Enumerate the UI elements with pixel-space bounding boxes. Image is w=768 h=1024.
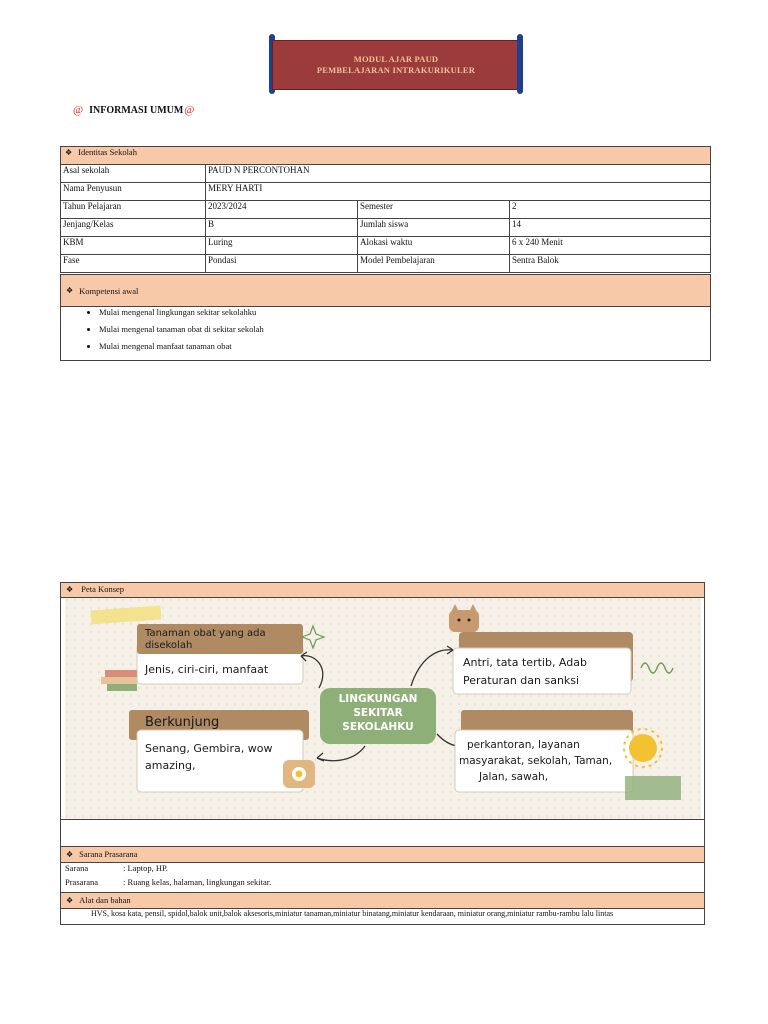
- sarana-row: [61, 863, 704, 877]
- identitas-table: [60, 146, 711, 273]
- list-item: • Mulai mengenal tanaman obat di sekitar sekolah: [99, 324, 710, 341]
- sarana-header: [61, 847, 704, 862]
- sarana-label: Sarana: [65, 863, 89, 873]
- topic-card-top-right: [453, 632, 633, 694]
- value-cell: Sentra Balok: [510, 255, 711, 273]
- peta-konsep-section: [60, 582, 705, 925]
- table-row: [61, 165, 711, 183]
- value-cell: PAUD N PERCONTOHAN: [206, 165, 711, 183]
- diamond-bullet-icon: ❖: [66, 585, 74, 594]
- title-banner: [272, 38, 520, 92]
- kompetensi-list: [61, 307, 710, 360]
- sarana-value: : Laptop, HP.: [123, 863, 168, 873]
- info-heading-text: INFORMASI UMUM: [89, 104, 184, 116]
- value-cell: Pondasi: [206, 255, 358, 273]
- toast-icon: [283, 760, 315, 788]
- label-cell: Semester: [358, 201, 510, 219]
- prasarana-row: [61, 877, 704, 891]
- diamond-bullet-icon: ❖: [66, 286, 74, 295]
- alat-heading: Alat dan bahan: [79, 895, 131, 905]
- sarana-heading: Sarana Prasarana: [79, 849, 138, 859]
- peta-heading: Peta Konsep: [81, 584, 125, 594]
- table-row: [61, 183, 711, 201]
- prasarana-value: : Ruang kelas, halaman, lingkungan sekitar.: [123, 877, 272, 887]
- banner-body: [272, 40, 520, 90]
- value-cell: MERY HARTI: [206, 183, 711, 201]
- card-body-text: masyarakat, sekolah, Taman,: [459, 755, 613, 767]
- label-cell: Tahun Pelajaran: [61, 201, 206, 219]
- concept-map-image: [65, 598, 701, 820]
- card-body-text: Jalan, sawah,: [479, 771, 549, 783]
- topic-card-top-left: [137, 624, 303, 684]
- table-row: [61, 219, 711, 237]
- identitas-heading: Identitas Sekolah: [78, 147, 137, 157]
- card-title-line: Tanaman obat yang ada: [145, 628, 266, 639]
- table-row: [61, 237, 711, 255]
- banner-post-right: [517, 34, 523, 94]
- at-icon: @: [184, 104, 195, 116]
- divider: [61, 819, 704, 820]
- value-cell: 6 x 240 Menit: [510, 237, 711, 255]
- alat-value: HVS, kosa kata, pensil, spidol,balok unit,balok aksesoris,miniatur tanaman,miniatur binatang,miniatur kendaraan, miniatur orang,miniatur rambu-rambu lalu lintas: [91, 909, 614, 918]
- kompetensi-heading: Kompetensi awal: [79, 285, 139, 296]
- table-row: [61, 201, 711, 219]
- identitas-header-row: [61, 147, 711, 165]
- at-icon: @: [73, 104, 84, 116]
- label-cell: Model Pembelajaran: [358, 255, 510, 273]
- card-body-text: Antri, tata tertib, Adab: [463, 656, 587, 669]
- diamond-bullet-icon: ❖: [65, 148, 73, 157]
- label-cell: Asal sekolah: [61, 165, 206, 183]
- label-cell: KBM: [61, 237, 206, 255]
- label-cell: Alokasi waktu: [358, 237, 510, 255]
- divider: [61, 862, 704, 863]
- value-cell: 2: [510, 201, 711, 219]
- value-cell: 2023/2024: [206, 201, 358, 219]
- kompetensi-section: [60, 274, 711, 361]
- value-cell: B: [206, 219, 358, 237]
- list-item: • Mulai mengenal lingkungan sekitar sekolahku: [99, 307, 710, 324]
- leaf-decoration: [625, 776, 681, 800]
- info-heading: [73, 104, 194, 116]
- card-body-text: Peraturan dan sanksi: [463, 674, 580, 687]
- center-text: LINGKUNGAN: [338, 693, 418, 705]
- list-item: • Mulai mengenal manfaat tanaman obat: [99, 341, 710, 358]
- label-cell: Nama Penyusun: [61, 183, 206, 201]
- banner-line-1: MODUL AJAR PAUD: [353, 54, 439, 64]
- center-text: SEKITAR: [353, 707, 403, 719]
- value-cell: Luring: [206, 237, 358, 255]
- label-cell: Jenjang/Kelas: [61, 219, 206, 237]
- topic-card-bottom-right: [455, 710, 633, 792]
- card-title-line: disekolah: [145, 640, 193, 651]
- diamond-bullet-icon: ❖: [66, 850, 74, 859]
- peta-header: [61, 583, 704, 598]
- alat-header: [61, 893, 704, 908]
- prasarana-label: Prasarana: [65, 877, 99, 887]
- card-body: [453, 648, 631, 694]
- label-cell: Fase: [61, 255, 206, 273]
- card-title: Berkunjung: [145, 715, 220, 730]
- concept-map-svg: [65, 598, 701, 820]
- divider: [61, 846, 704, 847]
- card-body-text: Jenis, ciri-ciri, manfaat: [145, 663, 269, 676]
- label-cell: Jumlah siswa: [358, 219, 510, 237]
- banner-line-2: PEMBELAJARAN INTRAKURIKULER: [316, 65, 476, 75]
- center-text: SEKOLAHKU: [342, 721, 414, 733]
- diamond-bullet-icon: ❖: [66, 896, 74, 905]
- kompetensi-header: [61, 275, 710, 307]
- card-body-text: Senang, Gembira, wow: [145, 742, 273, 755]
- table-row: [61, 255, 711, 273]
- card-body-text: amazing,: [145, 759, 196, 772]
- center-node: [320, 688, 436, 744]
- topic-card-bottom-left: [129, 710, 309, 792]
- value-cell: 14: [510, 219, 711, 237]
- card-body-text: perkantoran, layanan: [467, 739, 580, 751]
